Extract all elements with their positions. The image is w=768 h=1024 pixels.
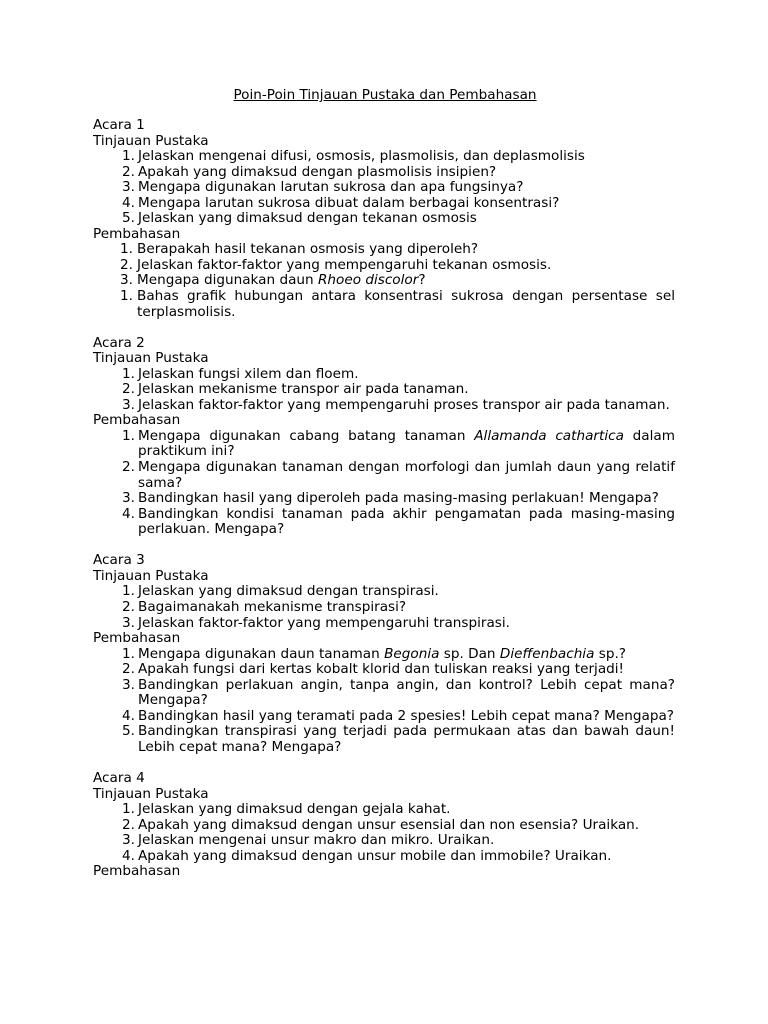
item-number: 2.	[122, 459, 135, 476]
list-item	[93, 818, 675, 834]
list-item	[93, 600, 675, 616]
list-item	[93, 460, 675, 491]
item-text: Bandingkan hasil yang diperoleh pada masing-masing perlakuan! Mengapa?	[138, 490, 659, 507]
list-item	[93, 662, 675, 678]
tinjauan-pustaka-heading: Tinjauan Pustaka	[93, 567, 209, 584]
item-text: Bahas grafik hubungan antara konsentrasi sukrosa dengan persentase sel terplasmolisis.	[137, 288, 675, 320]
species-name: Allamanda cathartica	[474, 427, 624, 444]
tinjauan-pustaka-heading: Tinjauan Pustaka	[93, 785, 209, 802]
document-body	[93, 118, 675, 895]
list-item	[93, 242, 675, 258]
item-number: 2.	[122, 163, 135, 180]
list-item	[93, 724, 675, 755]
item-number: 1.	[122, 583, 135, 600]
item-number: 1.	[122, 427, 135, 444]
list-item	[93, 802, 675, 818]
species-name: Begonia	[384, 645, 440, 662]
list-item	[93, 367, 675, 383]
item-text: Jelaskan yang dimaksud dengan transpirasi.	[138, 583, 439, 600]
item-number: 2.	[122, 381, 135, 398]
item-text: Bandingkan kondisi tanaman pada akhir pengamatan pada masing-masing perlakuan. Mengapa?	[138, 505, 675, 538]
item-text: Bandingkan transpirasi yang terjadi pada permukaan atas dan bawah daun! Lebih cepat mana? Mengapa?	[138, 723, 675, 755]
item-number: 1.	[122, 801, 135, 818]
item-text-pre: Mengapa digunakan daun tanaman	[138, 645, 385, 662]
section-acara-1	[93, 118, 675, 320]
list-item	[93, 678, 675, 709]
item-text-pre: Mengapa digunakan daun	[137, 272, 318, 289]
item-text: Jelaskan faktor-faktor yang mempengaruhi proses transpor air pada tanaman.	[138, 396, 670, 413]
item-number: 3.	[122, 832, 135, 849]
item-number: 1.	[120, 241, 133, 258]
list-item	[93, 258, 675, 274]
pembahasan-heading: Pembahasan	[93, 225, 181, 242]
item-text: Jelaskan mengenai unsur makro dan mikro. Uraikan.	[138, 832, 495, 849]
item-text-post: ?	[418, 272, 426, 289]
item-number: 2.	[122, 661, 135, 678]
item-text: Bandingkan perlakuan angin, tanpa angin, dan kontrol? Lebih cepat mana? Mengapa?	[138, 676, 675, 709]
list-item	[93, 833, 675, 849]
list-item	[93, 398, 675, 414]
list-item	[93, 211, 675, 227]
item-number: 2.	[122, 598, 135, 615]
item-number: 1.	[120, 288, 133, 305]
list-item	[93, 149, 675, 165]
list-item	[93, 647, 675, 663]
item-text-mid: sp. Dan	[439, 645, 500, 662]
acara-heading: Acara 4	[93, 769, 145, 786]
item-number: 2.	[120, 256, 133, 273]
item-text: Apakah yang dimaksud dengan plasmolisis insipien?	[138, 163, 497, 180]
item-text: Jelaskan yang dimaksud dengan tekanan osmosis	[138, 210, 477, 227]
tinjauan-pustaka-heading: Tinjauan Pustaka	[93, 132, 209, 149]
pembahasan-heading: Pembahasan	[93, 863, 181, 880]
tinjauan-pustaka-heading: Tinjauan Pustaka	[93, 350, 209, 367]
item-text: Jelaskan yang dimaksud dengan gejala kahat.	[138, 801, 451, 818]
list-item	[93, 165, 675, 181]
item-text: Mengapa larutan sukrosa dibuat dalam berbagai konsentrasi?	[138, 194, 560, 211]
acara-heading: Acara 2	[93, 334, 145, 351]
item-text: Jelaskan mengenai difusi, osmosis, plasmolisis, dan deplasmolisis	[138, 148, 585, 165]
item-number: 1.	[122, 645, 135, 662]
item-number: 2.	[122, 816, 135, 833]
item-number: 4.	[122, 194, 135, 211]
item-number: 1.	[122, 148, 135, 165]
page-title: Poin-Poin Tinjauan Pustaka dan Pembahasan	[233, 87, 537, 103]
list-item	[93, 289, 675, 320]
list-item	[93, 180, 675, 196]
list-item	[93, 709, 675, 725]
section-acara-4	[93, 771, 675, 880]
item-number: 3.	[122, 179, 135, 196]
list-item	[93, 382, 675, 398]
item-number: 3.	[122, 396, 135, 413]
item-text: Jelaskan faktor-faktor yang mempengaruhi tekanan osmosis.	[137, 256, 552, 273]
list-item	[93, 849, 675, 865]
item-number: 1.	[122, 365, 135, 382]
list-item	[93, 584, 675, 600]
item-number: 4.	[122, 505, 135, 522]
list-item	[93, 491, 675, 507]
list-item	[93, 507, 675, 538]
item-text: Jelaskan mekanisme transpor air pada tanaman.	[138, 381, 469, 398]
section-acara-3	[93, 553, 675, 755]
item-text-pre: Mengapa digunakan cabang batang tanaman	[138, 427, 475, 444]
pembahasan-heading: Pembahasan	[93, 630, 181, 647]
item-text: Jelaskan fungsi xilem dan floem.	[138, 365, 359, 382]
species-name: Dieffenbachia	[499, 645, 595, 662]
list-item	[93, 273, 675, 289]
item-text: Apakah yang dimaksud dengan unsur mobile dan immobile? Uraikan.	[138, 847, 612, 864]
item-text: Apakah yang dimaksud dengan unsur esensial dan non esensia? Uraikan.	[138, 816, 640, 833]
item-text: Jelaskan faktor-faktor yang mempengaruhi transpirasi.	[138, 614, 510, 631]
pembahasan-heading: Pembahasan	[93, 412, 181, 429]
item-number: 3.	[122, 490, 135, 507]
item-number: 4.	[122, 847, 135, 864]
item-text-post: dalam praktikum ini?	[138, 427, 675, 460]
item-text: Apakah fungsi dari kertas kobalt klorid dan tuliskan reaksi yang terjadi!	[138, 661, 625, 678]
list-item	[93, 616, 675, 632]
item-number: 5.	[122, 723, 135, 740]
section-acara-2	[93, 336, 675, 538]
item-text: Berapakah hasil tekanan osmosis yang diperoleh?	[137, 241, 479, 258]
item-text: Mengapa digunakan tanaman dengan morfologi dan jumlah daun yang relatif sama?	[138, 459, 675, 491]
item-text: Bandingkan hasil yang teramati pada 2 spesies! Lebih cepat mana? Mengapa?	[138, 707, 675, 724]
list-item	[93, 429, 675, 460]
list-item	[93, 196, 675, 212]
item-text: Bagaimanakah mekanisme transpirasi?	[138, 598, 407, 615]
item-number: 3.	[122, 676, 135, 693]
acara-heading: Acara 1	[93, 117, 145, 133]
acara-heading: Acara 3	[93, 552, 145, 569]
item-number: 3.	[120, 272, 133, 289]
item-number: 3.	[122, 614, 135, 631]
item-number: 4.	[122, 707, 135, 724]
item-text: Mengapa digunakan larutan sukrosa dan apa fungsinya?	[138, 179, 524, 196]
item-text-post: sp.?	[594, 645, 626, 662]
item-number: 5.	[122, 210, 135, 227]
species-name: Rhoeo discolor	[317, 272, 419, 289]
